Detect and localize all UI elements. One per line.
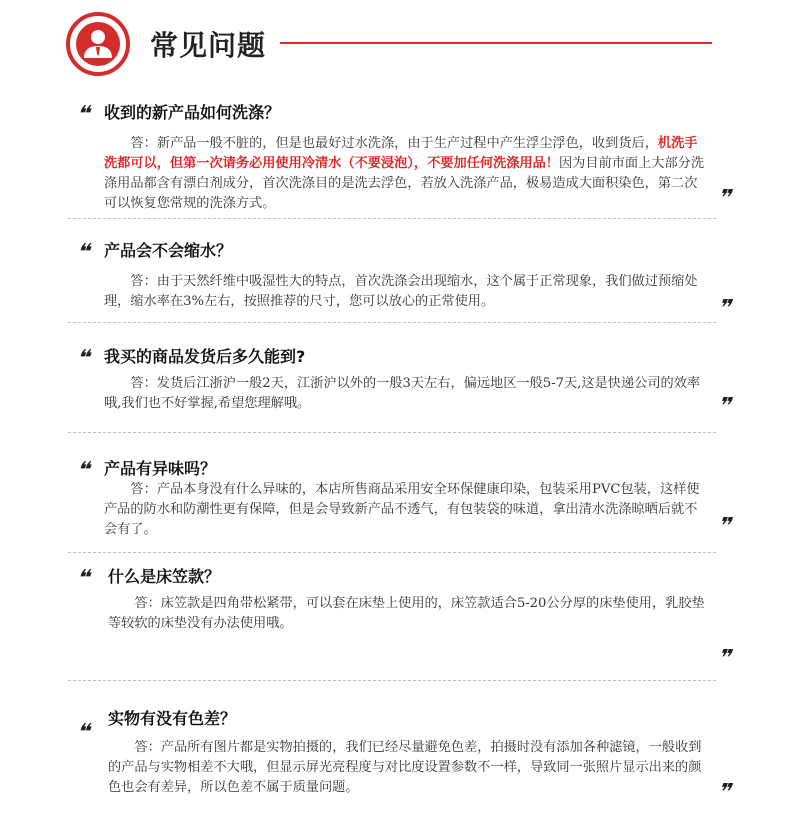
- faq-item: [73, 564, 735, 674]
- divider: [68, 552, 716, 553]
- faq-answer: [104, 134, 710, 214]
- header-rule: [280, 42, 712, 44]
- open-quote-icon: ❝: [73, 346, 93, 371]
- faq-question: 实物有没有色差？: [108, 709, 237, 728]
- faq-question: 什么是床笠款？: [108, 567, 221, 586]
- faq-item: [73, 344, 735, 424]
- divider: [68, 218, 716, 219]
- faq-answer: 答：床笠款是四角带松紧带，可以套在床垫上使用的，床笠款适合5-20公分厚的床垫使用，乳胶垫等较软的床垫没有办法使用哦。: [108, 596, 705, 631]
- faq-answer: 答：产品所有图片都是实物拍摄的，我们已经尽量避免色差，拍摄时没有添加各种滤镜，一般收到的产品与实物相差不大哦，但显示屏光亮程度与对比度设置参数不一样，导致同一张照片显示出来的颜色也会有差异，所以色差不属于质量问题。: [108, 740, 702, 795]
- close-quote-icon: ❞: [715, 394, 735, 419]
- divider: [68, 432, 716, 433]
- open-quote-icon: ❝: [73, 102, 93, 127]
- close-quote-icon: ❞: [715, 780, 735, 805]
- divider: [68, 680, 716, 681]
- faq-question: 收到的新产品如何洗涤？: [104, 103, 281, 122]
- close-quote-icon: ❞: [715, 186, 735, 211]
- faq-question: 产品会不会缩水？: [104, 241, 233, 260]
- close-quote-icon: ❞: [715, 296, 735, 321]
- faq-answer-highlight: 机洗手洗都可以，但第一次请务必用使用冷清水（不要浸泡），不要加任何洗涤用品！: [104, 136, 698, 171]
- faq-item: [73, 100, 735, 212]
- divider: [68, 322, 716, 323]
- close-quote-icon: ❞: [715, 646, 735, 671]
- faq-answer: 答：由于天然纤维中吸湿性大的特点，首次洗涤会出现缩水，这个属于正常现象，我们做过预缩处理，缩水率在3%左右，按照推荐的尺寸，您可以放心的正常使用。: [104, 274, 698, 309]
- faq-item: [73, 706, 735, 806]
- faq-item: [73, 238, 735, 321]
- faq-answer-text: 答：新产品一般不脏的，但是也最好过水洗涤，由于生产过程中产生浮尘浮色，收到货后，: [130, 136, 658, 151]
- open-quote-icon: ❝: [73, 240, 93, 265]
- faq-answer-text: 因为目前市面上大部分洗涤用品都含有漂白剂成分，首次洗涤目的是洗去浮色，若放入洗涤产品，极易造成大面积染色，第二次可以恢复您常规的洗涤方式。: [104, 156, 705, 211]
- open-quote-icon: ❝: [73, 458, 93, 483]
- user-in-red-circle-icon: [66, 12, 130, 76]
- faq-item: [73, 456, 735, 546]
- faq-answer: 答：产品本身没有什么异味的，本店所售商品采用安全环保健康印染，包装采用PVC包装，这样使产品的防水和防潮性更有保障，但是会导致新产品不透气，有包装袋的味道，拿出清水洗涤晾晒后就不会有了。: [104, 482, 700, 537]
- faq-answer: 答：发货后江浙沪一般2天，江浙沪以外的一般3天左右，偏远地区一般5-7天,这是快递公司的效率哦,我们也不好掌握,希望您理解哦。: [104, 376, 701, 411]
- open-quote-icon: ❝: [73, 720, 93, 745]
- page-title: 常见问题: [150, 29, 267, 62]
- close-quote-icon: ❞: [715, 514, 735, 539]
- open-quote-icon: ❝: [73, 566, 93, 591]
- faq-question: 产品有异味吗？: [104, 459, 217, 478]
- faq-question: 我买的商品发货后多久能到?: [104, 347, 306, 366]
